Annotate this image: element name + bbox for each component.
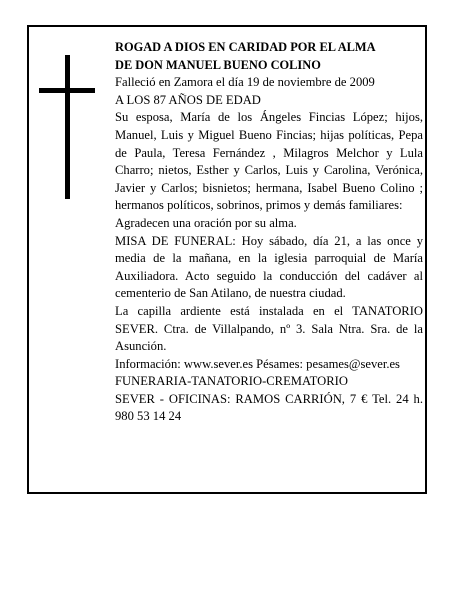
notice-text [115, 39, 423, 426]
funeral-mass-info: MISA DE FUNERAL: Hoy sábado, día 21, a las once y media de la mañana, en la iglesia parroquial de María Auxiliadora. Acto seguido la conducción del cadáver al cementerio de San Atilano, de nuestra ciudad. [115, 233, 423, 301]
cross-icon [39, 55, 95, 199]
family-list: Su esposa, María de los Ángeles Fincias López; hijos, Manuel, Luis y Miguel Bueno Fincias; hijas políticas, Pepa de Paula, Teresa Fernández , Milagros Melchor y Lula Charro; nietos, Esther y Carlos, Luis y Carolina, Verónica, Javier y Carlos; bisnietos; hermana, Isabel Bueno Colino ; hermanos políticos, sobrinos, primos y demás familiares: [115, 110, 423, 213]
obituary-notice [27, 25, 427, 494]
contact-info: Información: www.sever.es Pésames: pesames@sever.es [115, 356, 400, 371]
notice-heading-line2: DE DON MANUEL BUENO COLINO [115, 57, 321, 72]
age-line: A LOS 87 AÑOS DE EDAD [115, 92, 261, 107]
company-name: FUNERARIA-TANATORIO-CREMATORIO [115, 374, 348, 389]
chapel-info: La capilla ardiente está instalada en el TANATORIO SEVER. Ctra. de Villalpando, nº 3. Sala Ntra. Sra. de la Asunción. [115, 303, 423, 354]
prayer-request: Agradecen una oración por su alma. [115, 215, 297, 230]
office-info: SEVER - OFICINAS: RAMOS CARRIÓN, 7 € Tel. 24 h. 980 53 14 24 [115, 391, 423, 424]
death-info: Falleció en Zamora el día 19 de noviembre de 2009 [115, 75, 375, 90]
notice-heading-line1: ROGAD A DIOS EN CARIDAD POR EL ALMA [115, 40, 376, 54]
